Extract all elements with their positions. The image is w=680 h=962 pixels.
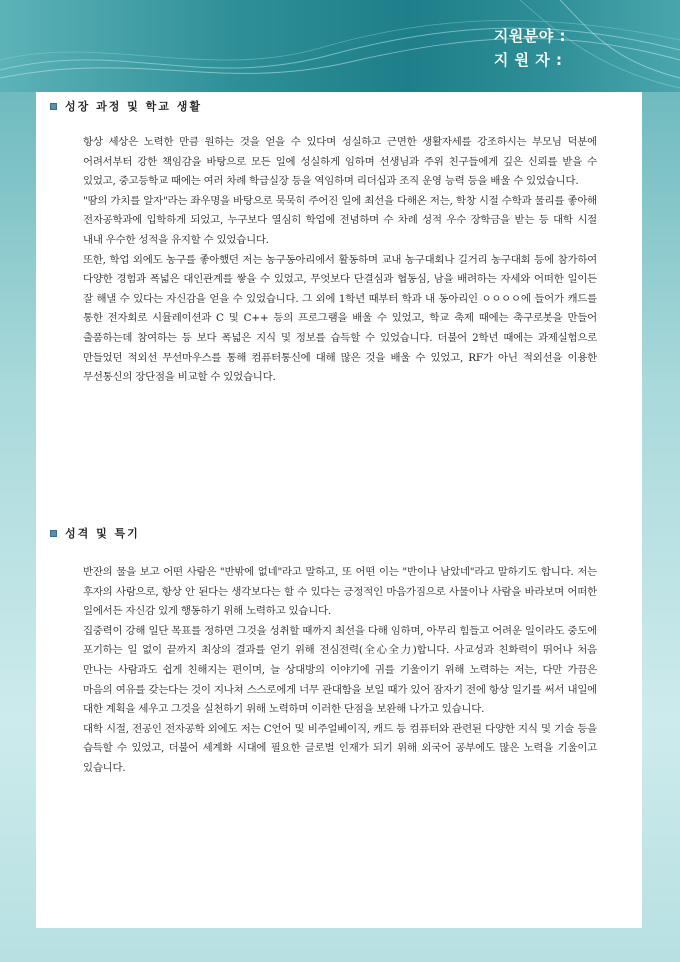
section-body-growth bbox=[83, 133, 597, 388]
paragraph: 집중력이 강해 일단 목표를 정하면 그것을 성취할 때까지 최선을 다해 임하며, 아무리 힘들고 어려운 일이라도 중도에 포기하는 일 없이 끝까지 최상의 결과를 얻기 위해 전심전력(全心全力)합니다. 사교성과 친화력이 뛰어나 처음 만나는 사람과도 쉽게 친해지는 편이며, 늘 상대방의 이야기에 귀를 기울이기 위해 노력하는 저는, 다만 가끔은 마음의 여유를 갖는다는 것이 지나쳐 스스로에게 너무 관대함을 보일 때가 있어 잠자기 전에 항상 일기를 써서 내일에 대한 계획을 세우고 그것을 실천하기 위해 노력하며 이러한 단점을 보완해 나가고 있습니다. bbox=[83, 624, 597, 716]
section-body-personality bbox=[83, 563, 597, 779]
paragraph: 항상 세상은 노력한 만큼 원하는 것을 얻을 수 있다며 성실하고 근면한 생활자세를 강조하시는 부모님 덕분에 어려서부터 강한 책임감을 바탕으로 모든 일에 성실하게 임하며 선생님과 주위 친구들에게 깊은 신뢰를 받을 수 있었고, 중고등학교 때에는 여러 차례 학급실장 등을 역임하며 리더십과 조직 운영 능력 등을 배울 수 있었습니다. bbox=[83, 136, 597, 188]
field-label: 지원분야 : bbox=[493, 27, 566, 45]
header-band bbox=[0, 0, 680, 92]
section-heading-personality bbox=[50, 525, 140, 541]
section-heading-text: 성장 과정 및 학교 생활 bbox=[65, 100, 202, 113]
square-bullet-icon bbox=[50, 530, 57, 537]
section-heading-growth bbox=[50, 98, 202, 114]
section-heading-text: 성격 및 특기 bbox=[65, 527, 140, 540]
paragraph: 또한, 학업 외에도 농구를 좋아했던 저는 농구동아리에서 활동하며 교내 농구대회나 길거리 농구대회 등에 참가하여 다양한 경험과 폭넓은 대인관계를 쌓을 수 있었고, 무엇보다 단결심과 협동심, 남을 배려하는 자세와 어떠한 일이든 잘 해낼 수 있다는 자신감을 얻을 수 있었습니다. 그 외에 1학년 때부터 학과 내 동아리인 ㅇㅇㅇㅇ에 들어가 캐드를 통한 전자회로 시뮬레이션과 C 및 C++ 등의 프로그램을 배울 수 있었고, 학교 축제 때에는 축구로봇을 만들어 출품하는데 참여하는 등 보다 폭넓은 지식 및 정보를 습득할 수 있었습니다. 더불어 2학년 때에는 과제실험으로 만들었던 적외선 무선마우스를 통해 컴퓨터통신에 대해 많은 것을 배울 수 있었고, RF가 아닌 적외선을 이용한 무선통신의 장단점을 비교할 수 있었습니다. bbox=[83, 253, 597, 384]
applicant-label: 지 원 자 : bbox=[493, 51, 563, 69]
paragraph: 대학 시절, 전공인 전자공학 외에도 저는 C언어 및 비주얼베이직, 캐드 등 컴퓨터와 관련된 다양한 지식 및 기술 등을 습득할 수 있었고, 더불어 세계화 시대에 필요한 글로벌 인재가 되기 위해 외국어 공부에도 많은 노력을 기울이고 있습니다. bbox=[83, 722, 597, 774]
header-labels bbox=[494, 24, 566, 72]
header-wave-decoration bbox=[0, 0, 680, 92]
paragraph: "땀의 가치를 알자"라는 좌우명을 바탕으로 묵묵히 주어진 일에 최선을 다해온 저는, 학창 시절 수학과 물리를 좋아해 전자공학과에 입학하게 되었고, 누구보다 열심히 학업에 전념하며 수 차례 성적 우수 장학금을 받는 등 대학 시절 내내 우수한 성적을 유지할 수 있었습니다. bbox=[83, 194, 597, 246]
paragraph: 반잔의 물을 보고 어떤 사람은 "반밖에 없네"라고 말하고, 또 어떤 이는 "반이나 남았네"라고 말하기도 합니다. 저는 후자의 사람으로, 항상 안 된다는 생각보다는 할 수 있다는 긍정적인 마음가짐으로 사물이나 사람을 바라보며 어떠한 일에서든 자신감 있게 행동하기 위해 노력하고 있습니다. bbox=[83, 566, 597, 618]
square-bullet-icon bbox=[50, 103, 57, 110]
